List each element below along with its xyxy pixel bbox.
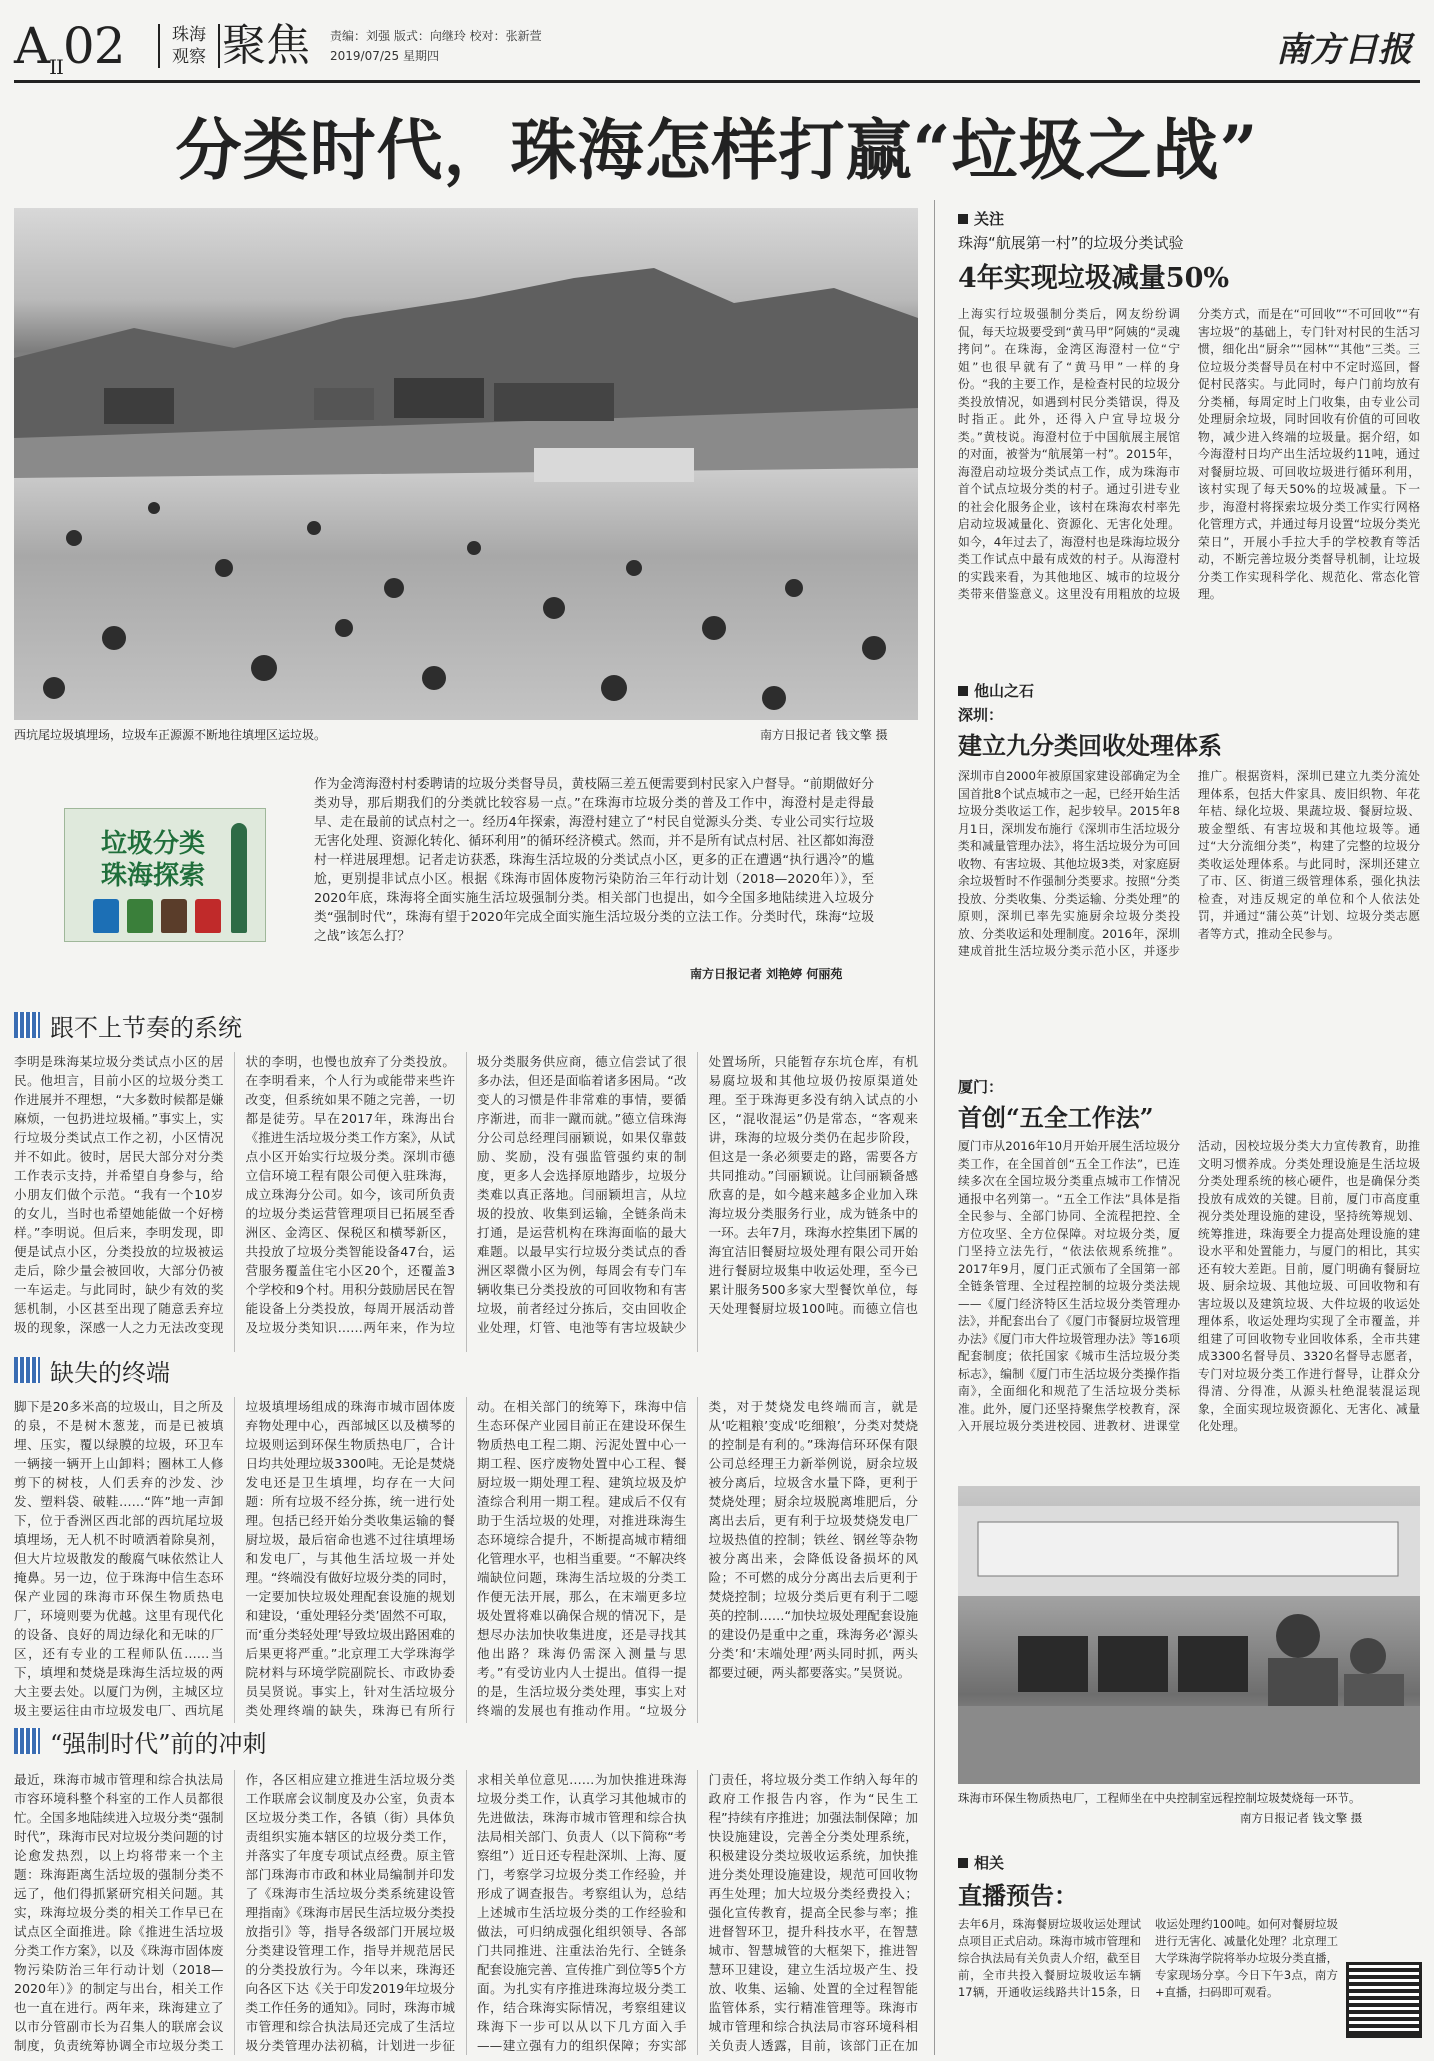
right-bottom-headline: 直播预告： (958, 1881, 1078, 1910)
page-headline: 分类时代，珠海怎样打赢“垃圾之战” (175, 111, 1259, 189)
main-photo (14, 208, 918, 720)
section-marker-icon (14, 1357, 40, 1383)
column-logo (64, 808, 266, 942)
control-room-illustration (958, 1486, 1420, 1784)
right-low-place: 厦门： (958, 1078, 1004, 1096)
section-header (14, 1724, 918, 1758)
figure-icon (231, 823, 247, 933)
right-mid-body: 深圳市自2000年被原国家建设部确定为全国首批8个试点城市之一起，已经开始生活垃圾分类收运工作，起步较早。2015年8月1日，深圳发布施行《深圳市生活垃圾分类和减量管理办法》，将生活垃圾分为可回收物、有害垃圾、其他垃圾3类，对家庭厨余垃圾暂时不作强制分类要求。按照“分类投放、分类收集、分类运输、分类处理”的原则，深圳已率先实施厨余垃圾分类投放、分类收运和处理制度。2016年，深圳建成首批生活垃圾分类示范小区，并逐步推广。根据资料，深圳已建立九类分流处理体系，包括大件家具、废旧织物、年花年桔、绿化垃圾、果蔬垃圾、餐厨垃圾、玻金塑纸、有害垃圾和其他垃圾等。通过“大分流细分类”，构建了完整的垃圾分类收运处理体系。与此同时，深圳还建立了市、区、街道三级管理体系，强化执法检查，对违反规定的单位和个人依法处罚，并通过“蒲公英”计划、垃圾分类志愿者等方式，推动全民参与。 (958, 769, 1420, 958)
right-top-headline: 4年实现垃圾减量50% (958, 263, 1230, 294)
page-number: $A_{II}02$ (14, 17, 125, 79)
section-title: 缺失的终端 (50, 1358, 170, 1387)
section-header (14, 1008, 918, 1042)
right-mid-headline: 建立九分类回收处理体系 (958, 731, 1222, 760)
kicker-label: 他山之石 (958, 680, 1034, 701)
landfill-illustration (14, 208, 918, 720)
right-bottom-body: 去年6月，珠海餐厨垃圾收运处理试点项目正式启动。珠海市城市管理和综合执法局有关负责人介绍，截至目前，全市共投入餐厨垃圾收运车辆17辆，开通收运线路共计15条，日收运处理约100吨。如何对餐厨垃圾进行无害化、减量化处理？北京理工大学珠海学院将举办垃圾分类直播，专家现场分享。今日下午3点，南方+直播，扫码即可观看。 (958, 1917, 1338, 1999)
newspaper-masthead: 南方日报 (1276, 30, 1412, 70)
kicker-label: 关注 (958, 208, 1004, 229)
main-photo-credit: 南方日报记者 钱文擎 摄 (760, 728, 888, 742)
section-label: 珠海观察 (158, 24, 220, 68)
kicker-label: 相关 (958, 1852, 1004, 1873)
logo-line-2: 珠海探索 (101, 861, 206, 891)
bin-icon (127, 899, 153, 933)
section-2-body: 脚下是20多米高的垃圾山，目之所及的泉，不是树木葱茏，而是已被填埋、压实，覆以绿膜的垃圾，环卫车一辆接一辆开上山卸料；圈林工人修剪下的树枝，人们丢弃的沙发、沙发、塑料袋、破鞋……“阵”地一声卸下，位于香洲区西北部的西坑尾垃圾填埋场，无人机不时喷洒着除臭剂，但大片垃圾散发的酸腐气味依然让人掩鼻。另一边，位于珠海中信生态环保产业园的珠海市环保生物质热电厂，环境则要为优越。这里有现代化的设备、良好的周边绿化和无味的厂区，还有专业的工程师队伍……当下，填埋和焚烧是珠海生活垃圾的两大主要去处。以厦门为例，主城区垃圾主要运往由市垃圾发电厂、西坑尾垃圾填埋场组成的珠海市城市固体废弃物处理中心，西部城区以及横琴的垃圾则运到环保生物质热电厂，合计日均共处理垃圾3300吨。无论是焚烧发电还是卫生填埋，均存在一大问题：所有垃圾不经分拣，统一进行处理。包括已经开始分类收集运输的餐厨垃圾，最后宿命也逃不过往填埋场和发电厂，与其他生活垃圾一并处理。“终端没有做好垃圾分类的同时，一定要加快垃圾处理配套设施的规划和建设，‘重处理轻分类’固然不可取，而‘重分类轻处理’导致垃圾出路困难的后果更将严重。”北京理工大学珠海学院材料与环境学院副院长、市政协委员吴贤说。事实上，针对生活垃圾分类处理终端的缺失，珠海已有所行动。在相关部门的统筹下，珠海中信生态环保产业园目前正在建设环保生物质热电工程二期、污泥处置中心一期工程、医疗废物处置中心工程、餐厨垃圾一期处理工程、建筑垃圾及炉渣综合利用一期工程。建成后不仅有助于生活垃圾的处理，对推进珠海生态环境综合提升，不断提高城市精细化管理水平，也相当重要。“不解决终端缺位问题，珠海生活垃圾的分类工作便无法开展，那么，在末端更多垃圾处置将难以确保合规的情况下，是想尽办法加快收集进度，还是寻找其他出路？珠海仍需深入测量与思考。”有受访业内人士提出。值得一提的是，生活垃圾分类处理，事实上对终端的发展也有推动作用。“垃圾分类，对于焚烧发电终端而言，就是从‘吃粗粮’变成‘吃细粮’，分类对焚烧的控制是有利的。”珠海信环环保有限公司总经理王力新举例说，厨余垃圾被分离后，垃圾含水量下降，更利于焚烧处理；厨余垃圾脱离堆肥后，分离出去后，更有利于垃圾焚烧发电厂垃圾热值的控制；铁丝、钢丝等杂物被分离出来，会降低设备损坏的风险；不可燃的成分分离出去后更利于焚烧控制；垃圾分类后更有利于二噁英的控制……“加快垃圾处理配套设施的建设仍是重中之重，珠海务必‘源头分类’和‘末端处理’两头同时抓，两头都要过硬，两头都要落实。”吴贤说。 (14, 1399, 918, 1718)
section-1-body: 李明是珠海某垃圾分类试点小区的居民。他坦言，目前小区的垃圾分类工作进展并不理想，“大多数时候都是嫌麻烦，一包扔进垃圾桶。”事实上，实行垃圾分类试点工作之初，小区情况并不如此。彼时，居民大部分对分类工作表示支持，并希望自身参与，给小朋友们做个示范。“我有一个10岁的女儿，当时也希望她能做一个好榜样。”李明说。但后来，李明发现，即便是试点小区，分类投放的垃圾被运走后，除少量会被回收，大部分仍被一车运走。与此同时，缺少有效的奖惩机制，小区甚至出现了随意丢弃垃圾的现象，深感一人之力无法改变现状的李明，也慢也放弃了分类投放。在李明看来，个人行为或能带来些许改变，但系统如果不随之完善，一切都是徒劳。早在2017年，珠海出台《推进生活垃圾分类工作方案》，从试点小区开始实行垃圾分类。深圳市德立信环境工程有限公司便入驻珠海，成立珠海分公司。如今，该司所负责的垃圾分类运营管理项目已拓展至香洲区、金湾区、保税区和横琴新区，共投放了垃圾分类智能设备47台，运营服务覆盖住宅小区20个，还覆盖3个学校和9个村。用积分鼓励居民在智能设备上分类投放，每周开展活动普及垃圾分类知识……两年来，作为垃圾分类服务供应商，德立信尝试了很多办法，但还是面临着诸多困局。“改变人的习惯是件非常难的事情，要循序渐进，而非一蹴而就。”德立信珠海分公司总经理闫丽颖说，如果仅靠鼓励、奖励，没有强监管强约束的制度，更多人会选择原地踏步，垃圾分类难以真正落地。闫丽颖坦言，从垃圾的投放、收集到运输，全链条尚未打通，是运营机构在珠海面临的最大难题。以最早实行垃圾分类试点的香洲区翠微小区为例，每周会有专门车辆收集已分类投放的可回收物和有害垃圾，前者经过分拣后，交由回收企业处理，灯管、电池等有害垃圾缺少处置场所，只能暂存东坑仓库，有机易腐垃圾和其他垃圾仍按原渠道处理。至于珠海更多没有纳入试点的小区，“混收混运”仍是常态，“客观来讲，珠海的垃圾分类仍在起步阶段，但这是一条必须要走的路，需要各方共同推动。”闫丽颖说。让闫丽颖备感欣喜的是，如今越来越多企业加入珠海垃圾分类服务行业，成为链条中的一环。去年7月，珠海水控集团下属的海宜洁旧餐厨垃圾处理有限公司开始进行餐厨垃圾集中收运处理，至今已累计服务500多家大型餐饮单位，每天处理餐厨垃圾100吨。而德立信也 (14, 1054, 918, 1335)
section-title: 跟不上节奏的系统 (50, 1013, 242, 1042)
section-title: 聚焦 (222, 20, 310, 71)
section-marker-icon (14, 1012, 40, 1038)
section-marker-icon (14, 1728, 40, 1754)
section-3-body: 最近，珠海市城市管理和综合执法局市容环境科整个科室的工作人员都很忙。全国多地陆续进入垃圾分类“强制时代”，珠海市民对垃圾分类问题的讨论愈发热烈，以上均将带来一个主题：珠海距离生活垃圾的强制分类不远了，他们得抓紧研究相关问题。其实，珠海垃圾分类的相关工作早已在试点区全面推进。除《推进生活垃圾分类工作方案》，以及《珠海市固体废物污染防治三年行动计划（2018—2020年）》的制定与出台，相关工作也一直在进行。两年来，珠海建立了以市分管副市长为召集人的联席会议制度，负责统筹协调全市垃圾分类工作，各区相应建立推进生活垃圾分类工作联席会议制度及办公室，负责本区垃圾分类工作，各镇（街）具体负责组织实施本辖区的垃圾分类工作，并落实了年度专项试点经费。原主管部门珠海市市政和林业局编制并印发了《珠海市生活垃圾分类系统建设管理指南》《珠海市居民生活垃圾分类投放指引》等，指导各级部门开展垃圾分类建设管理工作，指导并规范居民的分类投放行为。今年以来，珠海还向各区下达《关于印发2019年垃圾分类工作任务的通知》。同时，珠海市城市管理和综合执法局还完成了生活垃圾分类管理办法初稿，计划进一步征求相关单位意见……为加快推进珠海垃圾分类工作，认真学习其他城市的先进做法，珠海市城市管理和综合执法局相关部门、负责人（以下简称“考察组”）近日还专程赴深圳、上海、厦门，考察学习垃圾分类工作经验，并形成了调查报告。考察组认为，总结上述城市生活垃圾分类的工作经验和做法，可归纳成强化组织领导、各部门共同推进、注重法治先行、全链条配套设施完善、宣传推广到位等5个方面。为扎实有序推进珠海垃圾分类工作，结合珠海实际情况，考察组建议珠海下一步可以从以下几方面入手——建立强有力的组织保障；夯实部门责任，将垃圾分类工作纳入每年的政府工作报告内容，作为“民生工程”持续有序推进；加强法制保障；加快设施建设，完善全分类处理系统，积极建设分类垃圾收运系统，加快推进分类处理设施建设，规范可回收物再生处理；加大垃圾分类经费投入；强化宣传教育，提高全民参与率；推进督智环卫，提升科技水平，在智慧城市、智慧城管的大框架下，推进智慧环卫建设，建立生活垃圾产生、投放、收集、运输、处置的全过程智能监管体系，实行精准管理等。珠海市城市管理和综合执法局市容环境科相关负责人透露，目前，该部门正在加 (14, 1772, 918, 2053)
intro-text: 作为金湾海澄村村委聘请的垃圾分类督导员，黄枝隔三差五便需要到村民家入户督导。“前期做好分类劝导，那后期我们的分类就比较容易一点。”在珠海市垃圾分类的普及工作中，海澄村是走得最早、走在最前的试点村之一。经历4年探索，海澄村建立了“村民自觉源头分类、专业公司实行垃圾无害化处理、资源化转化、循环利用”的循环经济模式。然而，并不是所有试点村居、社区都如海澄村一样进展理想。记者走访获悉，珠海生活垃圾的分类试点小区，更多的正在遭遇“执行遇冷”的尴尬，更别提非试点小区。根据《珠海市固体废物污染防治三年行动计划（2018—2020年）》，至2020年底，珠海将全面实施生活垃圾强制分类。相关部门也提出，如今全国多地陆续进入垃圾分类“强制时代”，珠海有望于2020年完成全面实施生活垃圾分类的立法工作。分类时代，珠海“垃圾之战”该怎么打？ (314, 777, 874, 943)
bin-icon (161, 899, 187, 933)
main-photo-caption: 西坑尾垃圾填埋场，垃圾车正源源不断地往填埋区运垃圾。 (14, 728, 327, 742)
logo-line-1: 垃圾分类 (101, 829, 206, 859)
header-rule (14, 80, 1420, 83)
section-title: “强制时代”前的冲刺 (50, 1729, 267, 1758)
qr-code-icon[interactable] (1346, 1962, 1422, 2038)
column-divider (934, 200, 935, 2055)
right-photo-credit: 南方日报记者 钱文擎 摄 (1240, 1811, 1363, 1825)
recycle-bin-icon (93, 899, 119, 933)
right-photo-caption: 珠海市环保生物质热电厂，工程师坐在中央控制室远程控制垃圾焚烧每一环节。 (958, 1791, 1361, 1805)
publish-date: 2019/07/25 星期四 (330, 49, 439, 63)
section-header (14, 1353, 918, 1387)
right-top-subhead: 珠海“航展第一村”的垃圾分类试验 (958, 234, 1184, 252)
editor-credits: 责编：刘强 版式：向继玲 校对：张新萱 (330, 29, 542, 43)
right-low-body: 厦门市从2016年10月开始开展生活垃圾分类工作，在全国首创“五全工作法”，已连续多次在全国垃圾分类重点城市工作情况通报中名列第一。“五全工作法”具体是指全民参与、全部门协同、全流程把控、全方位攻坚、全方位保障。对垃圾分类，厦门坚持立法先行，“依法依规系统推”。2017年9月，厦门正式颁布了全国第一部全链条管理、全过程控制的垃圾分类法规——《厦门经济特区生活垃圾分类管理办法》，并配套出台了《厦门市餐厨垃圾管理办法》《厦门市大件垃圾管理办法》等16项配套制度；依托国家《城市生活垃圾分类标志》，编制《厦门市生活垃圾分类操作指南》，全面细化和规范了生活垃圾分类标准。此外，厦门还坚持聚焦学校教育，深入开展垃圾分类进校园、进教材、进课堂活动，因校垃圾分类大力宣传教育，助推文明习惯养成。分类处理设施是生活垃圾分类处理系统的核心硬件，也是确保分类投放有成效的关键。目前，厦门市高度重视分类处理设施的建设，坚持统筹规划、统筹推进，珠海要全力提高处理设施的建设水平和处置能力，与厦门的相比，其实还有较大差距。目前，厦门明确有餐厨垃圾、厨余垃圾、其他垃圾、可回收物和有害垃圾以及建筑垃圾、大件垃圾的收运处理体系，收运处理均实现了全市覆盖，并组建了可回收物专业回收体系，全市共建成3300名督导员、3320名督导志愿者，专门对垃圾分类工作进行督导，让群众分得清、分得准，从源头杜绝混装混运现象，全面实现垃圾资源化、无害化、减量化处理。 (958, 1139, 1420, 1433)
right-mid-place: 深圳： (958, 706, 1004, 724)
intro-credit: 南方日报记者 刘艳婷 何丽苑 (690, 967, 843, 981)
bin-icon (195, 899, 221, 933)
right-low-headline: 首创“五全工作法” (958, 1103, 1154, 1132)
right-top-body: 上海实行垃圾强制分类后，网友纷纷调侃，每天垃圾要受到“黄马甲”阿姨的“灵魂拷问”。在珠海，金湾区海澄村一位“宁姐”也很早就有了“黄马甲”一样的身份。“我的主要工作，是检查村民的垃圾分类投放情况，如遇到村民分类错误，得及时指正。此外，还得入户宣导垃圾分类。”黄枝说。海澄村位于中国航展主展馆的对面，被誉为“航展第一村”。2015年，海澄启动垃圾分类试点工作，成为珠海市首个试点垃圾分类的村子。通过引进专业的社会化服务企业，该村在珠海农村率先启动垃圾减量化、资源化、无害化处理。如今，4年过去了，海澄村也是珠海垃圾分类工作试点中最有成效的村子。从海澄村的实践来看，为其他地区、城市的垃圾分类带来借鉴意义。这里没有用粗放的垃圾分类方式，而是在“可回收”“不可回收”“有害垃圾”的基础上，专门针对村民的生活习惯，细化出“厨余”“园林”“其他”三类。三位垃圾分类督导员在村中不定时巡回，督促村民落实。与此同时，每户门前均放有分类桶，每周定时上门收集，由专业公司处理厨余垃圾，同时回收有价值的可回收物，减少进入终端的垃圾量。据介绍，如今海澄村日均产出生活垃圾约11吨，通过对餐厨垃圾、可回收垃圾进行循环利用，该村实现了每天50%的垃圾减量。下一步，海澄村将探索垃圾分类工作实行网格化管理方式，并通过每月设置“垃圾分类光荣日”，开展小手拉大手的学校教育等活动，不断完善垃圾分类督导机制，让垃圾分类工作实现科学化、规范化、常态化管理。 (958, 307, 1420, 601)
control-room-photo (958, 1486, 1420, 1784)
